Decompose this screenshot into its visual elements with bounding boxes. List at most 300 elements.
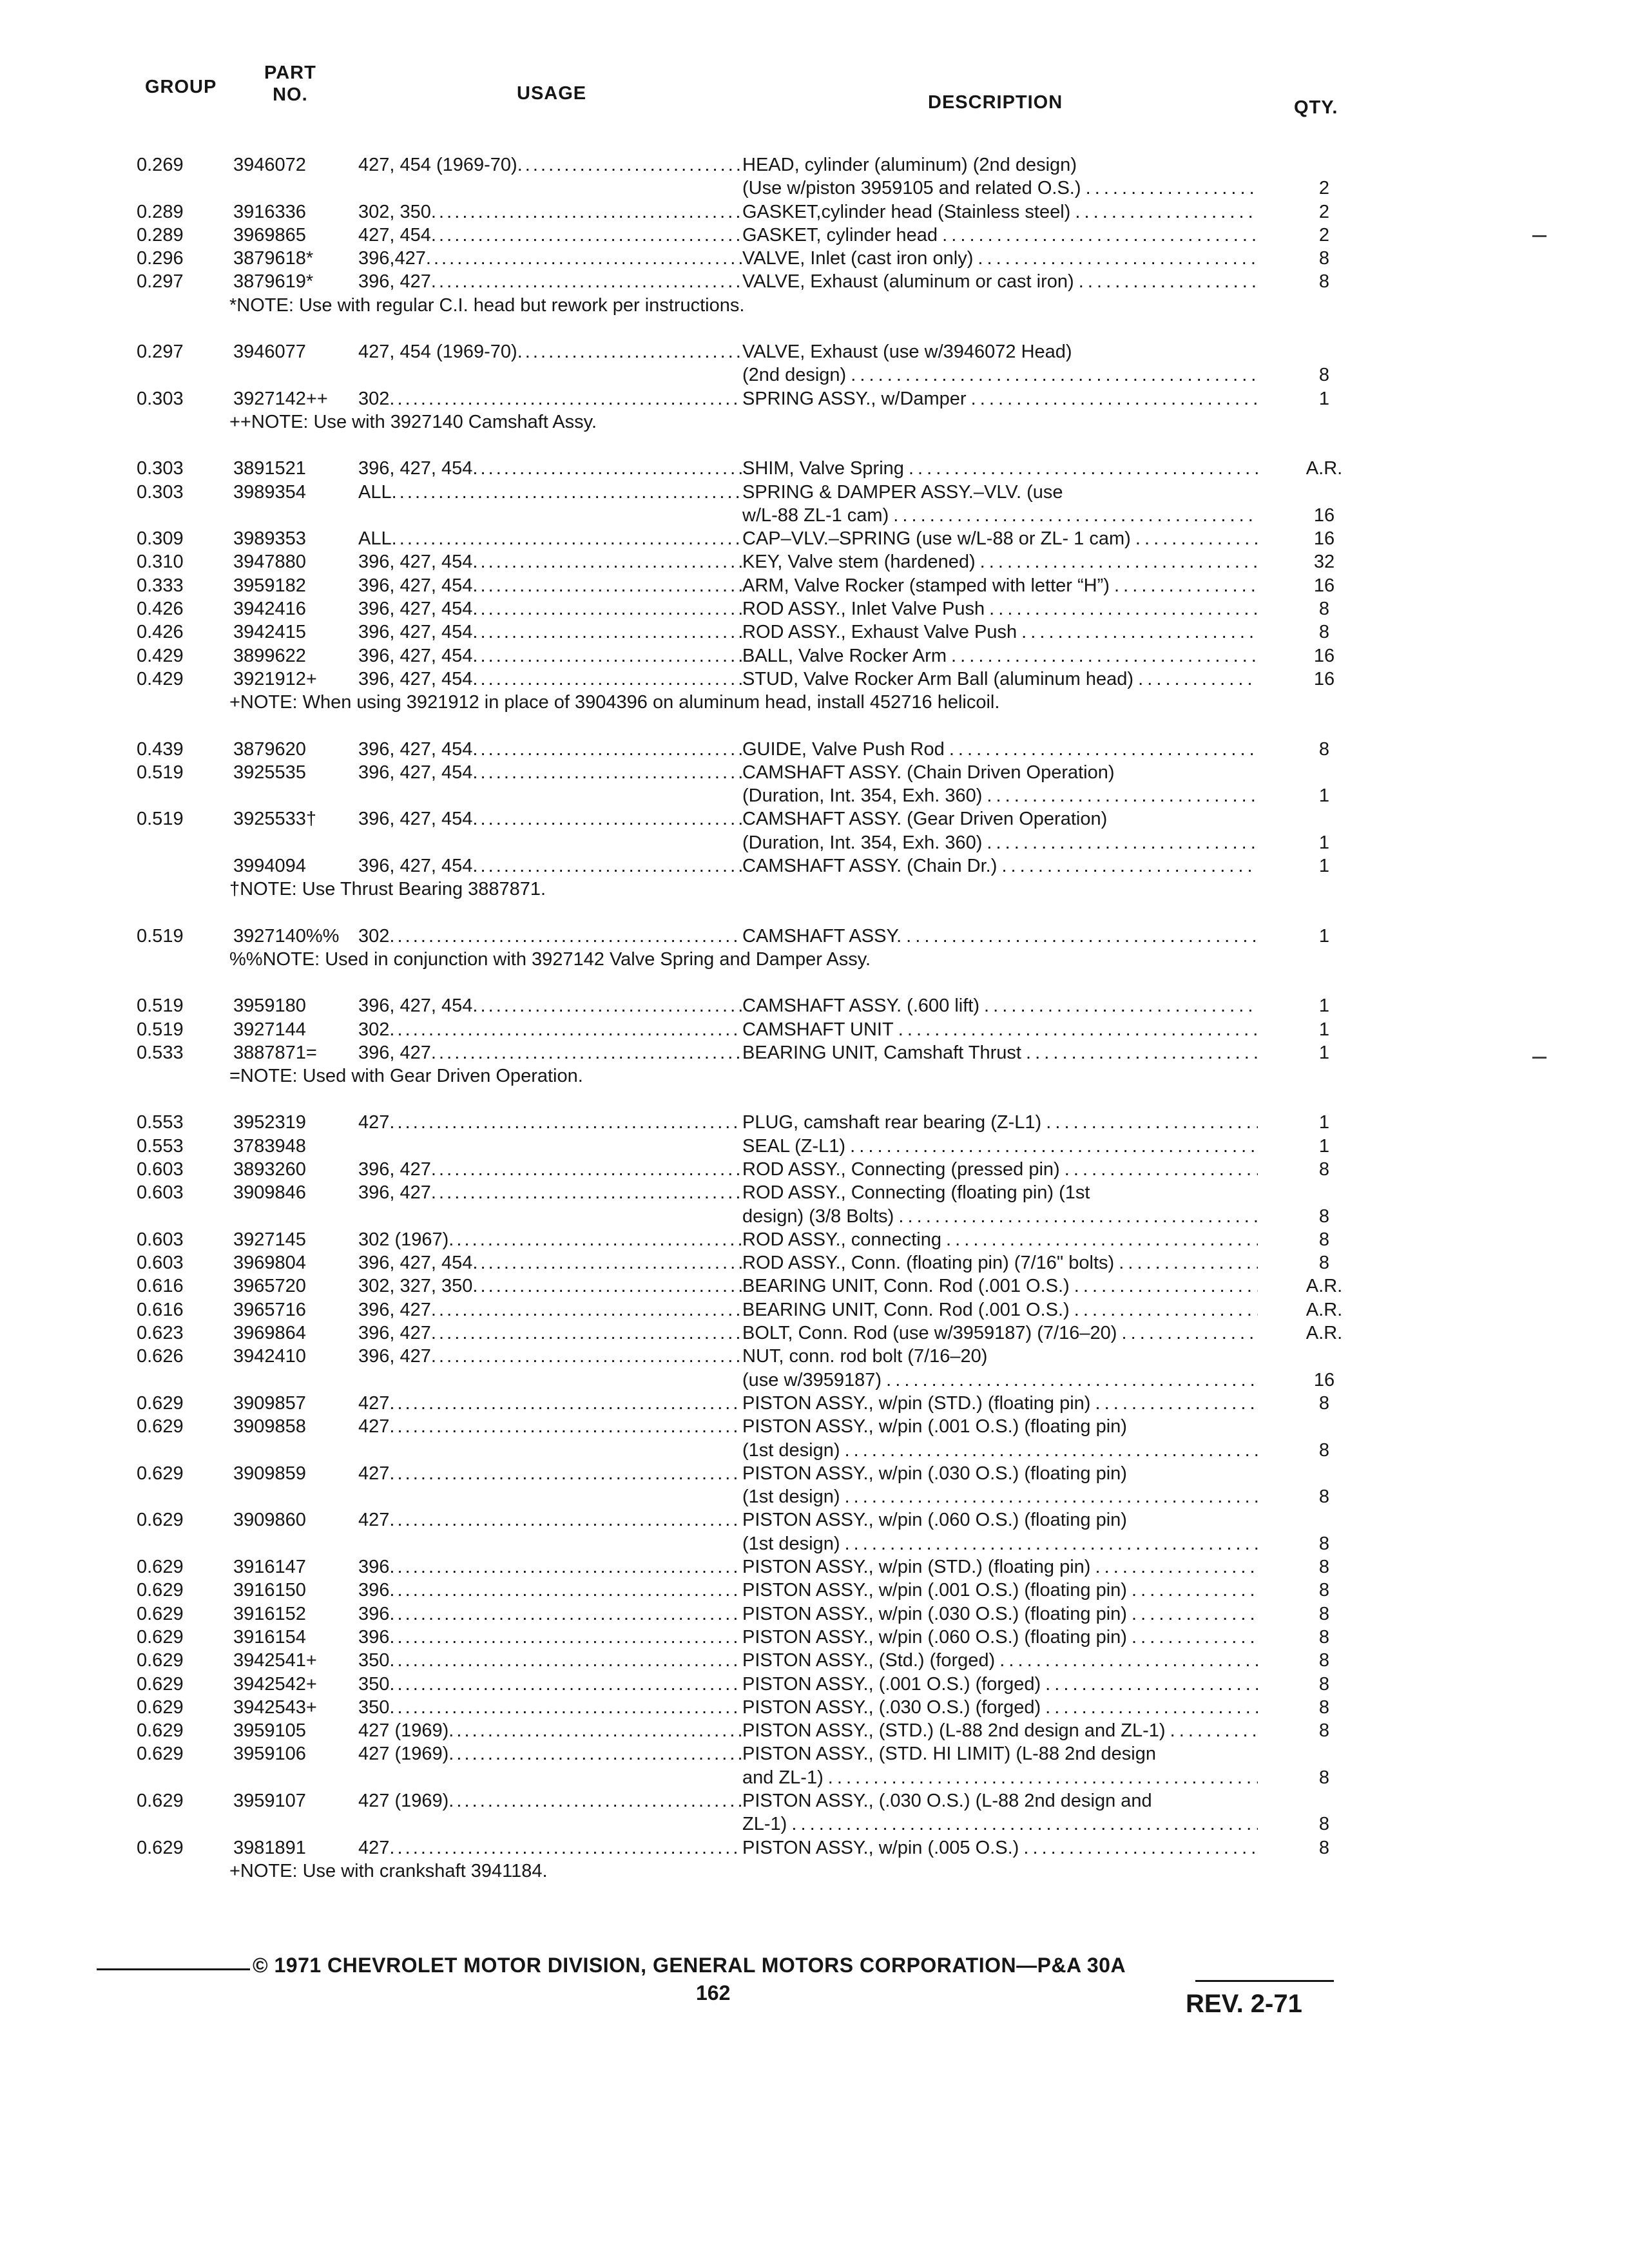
group-cell: 0.603 bbox=[137, 1229, 184, 1250]
quantity-cell: 2 bbox=[1318, 224, 1330, 245]
table-row bbox=[0, 340, 1629, 363]
margin-mark bbox=[1532, 235, 1547, 237]
quantity-cell: 32 bbox=[1313, 552, 1335, 573]
note-text: ++NOTE: Use with 3927140 Camshaft Assy. bbox=[229, 411, 597, 432]
group-cell: 0.603 bbox=[137, 1182, 184, 1204]
group-cell: 0.629 bbox=[137, 1463, 184, 1484]
group-cell: 0.629 bbox=[137, 1791, 184, 1811]
table-row bbox=[0, 1649, 1629, 1672]
part-number-cell: 3959182 bbox=[233, 575, 306, 596]
table-row bbox=[0, 597, 1629, 620]
group-cell: 0.629 bbox=[137, 1696, 184, 1718]
revision-label: REV. 2-71 bbox=[1186, 1990, 1302, 2018]
part-number-cell: 3959105 bbox=[233, 1720, 306, 1742]
group-cell: 0.519 bbox=[137, 809, 184, 830]
quantity-cell: 1 bbox=[1318, 856, 1330, 877]
table-row bbox=[0, 1181, 1629, 1204]
note-row bbox=[0, 1064, 1629, 1088]
description-cell: VALVE, Exhaust (aluminum or cast iron) . . . bbox=[742, 270, 1258, 293]
table-row bbox=[0, 1742, 1629, 1765]
part-number-cell: 3925533† bbox=[233, 809, 317, 830]
usage-cell: 396, 427 . . . bbox=[358, 270, 1009, 293]
usage-cell: 396, 427 . . . bbox=[358, 1298, 1009, 1321]
description-cell: CAP–VLV.–SPRING (use w/L-88 or ZL- 1 cam) . . . bbox=[742, 527, 1258, 550]
usage-cell: 396, 427 . . . bbox=[358, 1041, 1009, 1064]
usage-cell: 396, 427, 454 . . . bbox=[358, 738, 1009, 761]
description-cell: PISTON ASSY., w/pin (.030 O.S.) (floating pin) bbox=[742, 1462, 1258, 1485]
usage-cell: 396, 427, 454 . . . bbox=[358, 550, 1009, 573]
quantity-cell: 8 bbox=[1318, 1580, 1330, 1601]
table-row bbox=[0, 1485, 1629, 1508]
group-cell: 0.426 bbox=[137, 599, 184, 620]
usage-cell: 396, 427, 454 . . . bbox=[358, 620, 1009, 644]
parts-table bbox=[0, 153, 1629, 1883]
quantity-cell: 2 bbox=[1318, 178, 1330, 199]
group-cell: 0.629 bbox=[137, 1603, 184, 1624]
group-cell: 0.519 bbox=[137, 1019, 184, 1040]
table-row bbox=[0, 738, 1629, 761]
part-number-cell: 3909858 bbox=[233, 1416, 306, 1437]
group-cell: 0.553 bbox=[137, 1135, 184, 1157]
usage-cell: 427 . . . bbox=[358, 1111, 1009, 1134]
usage-cell: 427, 454 . . . bbox=[358, 224, 1009, 247]
part-number-cell: 3959107 bbox=[233, 1791, 306, 1811]
description-cell: PISTON ASSY., (.030 O.S.) (forged) . . . bbox=[742, 1696, 1258, 1719]
description-cell: STUD, Valve Rocker Arm Ball (aluminum head) . . . bbox=[742, 668, 1258, 691]
group-cell: 0.269 bbox=[137, 155, 184, 175]
table-row bbox=[0, 620, 1629, 644]
description-cell: (Duration, Int. 354, Exh. 360) . . . bbox=[742, 784, 1258, 807]
part-number-cell: 3925535 bbox=[233, 762, 306, 783]
quantity-cell: 8 bbox=[1318, 1814, 1330, 1835]
note-text: +NOTE: When using 3921912 in place of 3904396 on aluminum head, install 452716 helicoil. bbox=[229, 692, 1000, 713]
usage-cell: 350 . . . bbox=[358, 1696, 1009, 1719]
usage-cell: 396, 427, 454 . . . bbox=[358, 761, 1009, 784]
table-row bbox=[0, 270, 1629, 293]
group-cell: 0.439 bbox=[137, 738, 184, 760]
part-number-cell: 3959180 bbox=[233, 995, 306, 1017]
group-cell: 0.429 bbox=[137, 645, 184, 666]
group-cell: 0.309 bbox=[137, 528, 184, 550]
table-row bbox=[0, 1579, 1629, 1602]
group-cell: 0.626 bbox=[137, 1346, 184, 1367]
description-cell: SHIM, Valve Spring . . . bbox=[742, 457, 1258, 480]
part-number-cell: 3887871= bbox=[233, 1042, 317, 1063]
description-cell: KEY, Valve stem (hardened) . . . bbox=[742, 550, 1258, 573]
usage-cell: 427 . . . bbox=[358, 1415, 1009, 1438]
table-row bbox=[0, 247, 1629, 270]
usage-cell: 396 . . . bbox=[358, 1579, 1009, 1602]
description-cell: PISTON ASSY., w/pin (.005 O.S.) . . . bbox=[742, 1836, 1258, 1860]
description-cell: CAMSHAFT ASSY. (.600 lift) . . . bbox=[742, 994, 1258, 1017]
note-row bbox=[0, 1860, 1629, 1883]
part-number-cell: 3783948 bbox=[233, 1135, 306, 1157]
quantity-cell: 8 bbox=[1318, 248, 1330, 269]
note-row bbox=[0, 294, 1629, 317]
quantity-cell: 1 bbox=[1318, 1112, 1330, 1133]
usage-cell: 396, 427, 454 . . . bbox=[358, 457, 1009, 480]
usage-cell: 396, 427 . . . bbox=[358, 1345, 1009, 1368]
table-row bbox=[0, 1626, 1629, 1649]
part-number-cell: 3916154 bbox=[233, 1626, 306, 1648]
usage-cell: 302 . . . bbox=[358, 925, 1009, 948]
usage-cell: 427 (1969) . . . bbox=[358, 1742, 1009, 1765]
header-qty: QTY. bbox=[1294, 97, 1338, 118]
header-part-no: PART NO. bbox=[264, 62, 316, 105]
table-row bbox=[0, 1041, 1629, 1064]
quantity-cell: 8 bbox=[1318, 1253, 1330, 1274]
part-number-cell: 3989353 bbox=[233, 528, 306, 550]
table-row bbox=[0, 200, 1629, 224]
header-description: DESCRIPTION bbox=[928, 92, 1063, 113]
quantity-cell: 8 bbox=[1318, 599, 1330, 620]
table-row bbox=[0, 457, 1629, 480]
group-cell: 0.303 bbox=[137, 388, 184, 409]
description-cell: BALL, Valve Rocker Arm . . . bbox=[742, 644, 1258, 668]
part-number-cell: 3916150 bbox=[233, 1580, 306, 1601]
usage-cell: 396, 427, 454 . . . bbox=[358, 668, 1009, 691]
description-cell: BOLT, Conn. Rod (use w/3959187) (7/16–20) . . . bbox=[742, 1321, 1258, 1345]
group-cell: 0.629 bbox=[137, 1510, 184, 1531]
quantity-cell: 16 bbox=[1313, 528, 1335, 550]
group-cell: 0.519 bbox=[137, 762, 184, 783]
table-row bbox=[0, 1719, 1629, 1742]
part-number-cell: 3969804 bbox=[233, 1253, 306, 1274]
usage-cell: 396 . . . bbox=[358, 1602, 1009, 1626]
group-cell: 0.519 bbox=[137, 995, 184, 1017]
header-group: GROUP bbox=[145, 77, 217, 97]
part-number-cell: 3942541+ bbox=[233, 1650, 317, 1671]
description-cell: (1st design) . . . bbox=[742, 1485, 1258, 1508]
table-row bbox=[0, 527, 1629, 550]
quantity-cell: 1 bbox=[1318, 1019, 1330, 1040]
usage-cell: 427 . . . bbox=[358, 1508, 1009, 1532]
description-cell: PISTON ASSY., (STD.) (L-88 2nd design and ZL-1) . . . bbox=[742, 1719, 1258, 1742]
usage-cell: 302, 350 . . . bbox=[358, 200, 1009, 224]
part-number-cell: 3916336 bbox=[233, 201, 306, 222]
usage-cell: 396, 427 . . . bbox=[358, 1158, 1009, 1181]
quantity-cell: 8 bbox=[1318, 1533, 1330, 1554]
table-row bbox=[0, 854, 1629, 878]
table-row bbox=[0, 153, 1629, 177]
table-row bbox=[0, 224, 1629, 247]
description-cell: (1st design) . . . bbox=[742, 1532, 1258, 1555]
description-cell: w/L-88 ZL-1 cam) . . . bbox=[742, 504, 1258, 527]
part-number-cell: 3947880 bbox=[233, 552, 306, 573]
description-cell: CAMSHAFT ASSY. (Chain Driven Operation) bbox=[742, 761, 1258, 784]
group-cell: 0.616 bbox=[137, 1276, 184, 1297]
table-row bbox=[0, 1392, 1629, 1415]
group-cell: 0.629 bbox=[137, 1416, 184, 1437]
note-text: %%NOTE: Used in conjunction with 3927142 Valve Spring and Damper Assy. bbox=[229, 948, 871, 970]
description-cell: and ZL-1) . . . bbox=[742, 1766, 1258, 1789]
usage-cell: 396, 427, 454 . . . bbox=[358, 854, 1009, 878]
quantity-cell: 16 bbox=[1313, 505, 1335, 526]
table-row bbox=[0, 1415, 1629, 1438]
note-text: †NOTE: Use Thrust Bearing 3887871. bbox=[229, 879, 546, 900]
description-cell: ROD ASSY., Connecting (pressed pin) . . . bbox=[742, 1158, 1258, 1181]
table-row bbox=[0, 1462, 1629, 1485]
group-cell: 0.519 bbox=[137, 925, 184, 947]
group-cell: 0.533 bbox=[137, 1042, 184, 1063]
part-number-cell: 3942416 bbox=[233, 599, 306, 620]
description-cell: VALVE, Inlet (cast iron only) . . . bbox=[742, 247, 1258, 270]
usage-cell: 302 (1967) . . . bbox=[358, 1228, 1009, 1251]
part-number-cell: 3965716 bbox=[233, 1299, 306, 1320]
description-cell: design) (3/8 Bolts) . . . bbox=[742, 1205, 1258, 1228]
table-row bbox=[0, 387, 1629, 410]
quantity-cell: 8 bbox=[1318, 1439, 1330, 1461]
part-number-cell: 3909846 bbox=[233, 1182, 306, 1204]
part-number-cell: 3909857 bbox=[233, 1392, 306, 1414]
usage-cell: 427 . . . bbox=[358, 1462, 1009, 1485]
quantity-cell: 8 bbox=[1318, 1392, 1330, 1414]
table-row bbox=[0, 574, 1629, 597]
usage-cell: ALL . . . bbox=[358, 527, 1009, 550]
note-row bbox=[0, 410, 1629, 434]
quantity-cell: 8 bbox=[1318, 1557, 1330, 1578]
note-row bbox=[0, 691, 1629, 714]
description-cell: PISTON ASSY., w/pin (.060 O.S.) (floating pin) bbox=[742, 1508, 1258, 1532]
part-number-cell: 3927145 bbox=[233, 1229, 306, 1250]
quantity-cell: A.R. bbox=[1306, 1323, 1343, 1344]
description-cell: ROD ASSY., Inlet Valve Push . . . bbox=[742, 597, 1258, 620]
table-row bbox=[0, 1836, 1629, 1860]
quantity-cell: 1 bbox=[1318, 995, 1330, 1017]
group-cell: 0.310 bbox=[137, 552, 184, 573]
usage-cell: 396, 427, 454 . . . bbox=[358, 574, 1009, 597]
description-cell: (1st design) . . . bbox=[742, 1439, 1258, 1462]
table-row bbox=[0, 831, 1629, 854]
note-row bbox=[0, 878, 1629, 901]
description-cell: SEAL (Z-L1) . . . bbox=[742, 1135, 1258, 1158]
description-cell: ROD ASSY., Conn. (floating pin) (7/16" bolts) . . . bbox=[742, 1251, 1258, 1274]
description-cell: CAMSHAFT ASSY. (Chain Dr.) . . . bbox=[742, 854, 1258, 878]
quantity-cell: 8 bbox=[1318, 1603, 1330, 1624]
table-row bbox=[0, 1111, 1629, 1134]
part-number-cell: 3981891 bbox=[233, 1837, 306, 1858]
group-cell: 0.623 bbox=[137, 1323, 184, 1344]
part-number-cell: 3916147 bbox=[233, 1557, 306, 1578]
quantity-cell: 8 bbox=[1318, 1720, 1330, 1742]
part-number-cell: 3946072 bbox=[233, 155, 306, 175]
part-number-cell: 3989354 bbox=[233, 481, 306, 503]
quantity-cell: 1 bbox=[1318, 1042, 1330, 1063]
table-row bbox=[0, 1274, 1629, 1298]
usage-cell: 302, 327, 350 . . . bbox=[358, 1274, 1009, 1298]
description-cell: GASKET,cylinder head (Stainless steel) . . . bbox=[742, 200, 1258, 224]
usage-cell: 302 . . . bbox=[358, 387, 1009, 410]
usage-cell: 302 . . . bbox=[358, 1018, 1009, 1041]
table-row bbox=[0, 1158, 1629, 1181]
group-cell: 0.629 bbox=[137, 1557, 184, 1578]
description-cell: PISTON ASSY., (.001 O.S.) (forged) . . . bbox=[742, 1673, 1258, 1696]
part-number-cell: 3921912+ bbox=[233, 668, 317, 689]
group-cell: 0.603 bbox=[137, 1158, 184, 1180]
part-number-cell: 3969865 bbox=[233, 224, 306, 245]
part-number-cell: 3927140%% bbox=[233, 925, 340, 947]
quantity-cell: A.R. bbox=[1306, 1276, 1343, 1297]
quantity-cell: 8 bbox=[1318, 1767, 1330, 1788]
part-number-cell: 3879620 bbox=[233, 738, 306, 760]
description-cell: ROD ASSY., Exhaust Valve Push . . . bbox=[742, 620, 1258, 644]
description-cell: (Duration, Int. 354, Exh. 360) . . . bbox=[742, 831, 1258, 854]
group-cell: 0.616 bbox=[137, 1299, 184, 1320]
quantity-cell: 16 bbox=[1313, 645, 1335, 666]
group-cell: 0.303 bbox=[137, 458, 184, 479]
usage-cell: 396 . . . bbox=[358, 1626, 1009, 1649]
group-cell: 0.629 bbox=[137, 1720, 184, 1742]
usage-cell: 396, 427, 454 . . . bbox=[358, 994, 1009, 1017]
description-cell: CAMSHAFT ASSY. . . . bbox=[742, 925, 1258, 948]
part-number-cell: 3909859 bbox=[233, 1463, 306, 1484]
table-row bbox=[0, 1135, 1629, 1158]
description-cell: PISTON ASSY., w/pin (.001 O.S.) (floating pin) . . . bbox=[742, 1579, 1258, 1602]
usage-cell: 396, 427, 454 . . . bbox=[358, 807, 1009, 831]
part-number-cell: 3909860 bbox=[233, 1510, 306, 1531]
group-cell: 0.296 bbox=[137, 248, 184, 269]
usage-cell: 350 . . . bbox=[358, 1673, 1009, 1696]
group-cell: 0.629 bbox=[137, 1392, 184, 1414]
table-row bbox=[0, 1508, 1629, 1532]
quantity-cell: 8 bbox=[1318, 1837, 1330, 1858]
note-text: =NOTE: Used with Gear Driven Operation. bbox=[229, 1066, 583, 1087]
usage-cell: 396,427 . . . bbox=[358, 247, 1009, 270]
group-cell: 0.629 bbox=[137, 1837, 184, 1858]
table-row bbox=[0, 1602, 1629, 1626]
table-row bbox=[0, 1321, 1629, 1345]
description-cell: (2nd design) . . . bbox=[742, 363, 1258, 387]
part-number-cell: 3946077 bbox=[233, 341, 306, 363]
group-cell: 0.429 bbox=[137, 668, 184, 689]
description-cell: ROD ASSY., Connecting (floating pin) (1st bbox=[742, 1181, 1258, 1204]
part-number-cell: 3879618* bbox=[233, 248, 314, 269]
page-number: 162 bbox=[696, 1981, 731, 2004]
quantity-cell: 8 bbox=[1318, 1696, 1330, 1718]
usage-cell: 427 . . . bbox=[358, 1392, 1009, 1415]
table-row bbox=[0, 363, 1629, 387]
description-cell: VALVE, Exhaust (use w/3946072 Head) bbox=[742, 340, 1258, 363]
description-cell: SPRING & DAMPER ASSY.–VLV. (use bbox=[742, 481, 1258, 504]
part-number-cell: 3927144 bbox=[233, 1019, 306, 1040]
description-cell: PISTON ASSY., w/pin (.060 O.S.) (floating pin) . . . bbox=[742, 1626, 1258, 1649]
quantity-cell: 8 bbox=[1318, 1229, 1330, 1250]
part-number-cell: 3942415 bbox=[233, 622, 306, 643]
quantity-cell: 1 bbox=[1318, 785, 1330, 807]
table-row bbox=[0, 761, 1629, 784]
part-number-cell: 3942542+ bbox=[233, 1673, 317, 1695]
header-usage: USAGE bbox=[517, 83, 587, 104]
part-number-cell: 3969864 bbox=[233, 1323, 306, 1344]
description-cell: ROD ASSY., connecting . . . bbox=[742, 1228, 1258, 1251]
table-row bbox=[0, 1018, 1629, 1041]
quantity-cell: 8 bbox=[1318, 1486, 1330, 1508]
part-number-cell: 3879619* bbox=[233, 271, 314, 293]
quantity-cell: 16 bbox=[1313, 575, 1335, 596]
part-number-cell: 3927142++ bbox=[233, 388, 328, 409]
table-row bbox=[0, 504, 1629, 527]
table-row bbox=[0, 177, 1629, 200]
part-number-cell: 3965720 bbox=[233, 1276, 306, 1297]
quantity-cell: 8 bbox=[1318, 1206, 1330, 1227]
group-cell: 0.629 bbox=[137, 1580, 184, 1601]
quantity-cell: 2 bbox=[1318, 201, 1330, 222]
description-cell: PISTON ASSY., w/pin (STD.) (floating pin) . . . bbox=[742, 1555, 1258, 1579]
footer-rule-left bbox=[97, 1968, 250, 1970]
group-cell: 0.426 bbox=[137, 622, 184, 643]
table-row bbox=[0, 1205, 1629, 1228]
description-cell: PISTON ASSY., (.030 O.S.) (L-88 2nd design and bbox=[742, 1789, 1258, 1812]
group-cell: 0.553 bbox=[137, 1112, 184, 1133]
table-row bbox=[0, 1251, 1629, 1274]
table-row bbox=[0, 644, 1629, 668]
table-row bbox=[0, 550, 1629, 573]
quantity-cell: 16 bbox=[1313, 1369, 1335, 1390]
description-cell: PISTON ASSY., (STD. HI LIMIT) (L-88 2nd design bbox=[742, 1742, 1258, 1765]
part-number-cell: 3891521 bbox=[233, 458, 306, 479]
description-cell: BEARING UNIT, Conn. Rod (.001 O.S.) . . . bbox=[742, 1298, 1258, 1321]
usage-cell: 427 (1969) . . . bbox=[358, 1719, 1009, 1742]
description-cell: HEAD, cylinder (aluminum) (2nd design) bbox=[742, 153, 1258, 177]
usage-cell: 396, 427 . . . bbox=[358, 1181, 1009, 1204]
usage-cell: 396, 427, 454 . . . bbox=[358, 644, 1009, 668]
quantity-cell: 8 bbox=[1318, 365, 1330, 386]
description-cell: PISTON ASSY., w/pin (.030 O.S.) (floating pin) . . . bbox=[742, 1602, 1258, 1626]
usage-cell: 350 . . . bbox=[358, 1649, 1009, 1672]
description-cell: CAMSHAFT ASSY. (Gear Driven Operation) bbox=[742, 807, 1258, 831]
table-row bbox=[0, 1696, 1629, 1719]
quantity-cell: 8 bbox=[1318, 622, 1330, 643]
note-row bbox=[0, 948, 1629, 971]
table-row bbox=[0, 807, 1629, 831]
description-cell: SPRING ASSY., w/Damper . . . bbox=[742, 387, 1258, 410]
part-number-cell: 3916152 bbox=[233, 1603, 306, 1624]
description-cell: PLUG, camshaft rear bearing (Z-L1) . . . bbox=[742, 1111, 1258, 1134]
usage-cell: 396, 427, 454 . . . bbox=[358, 597, 1009, 620]
description-cell: BEARING UNIT, Camshaft Thrust . . . bbox=[742, 1041, 1258, 1064]
quantity-cell: 1 bbox=[1318, 1135, 1330, 1157]
usage-cell: 396, 427 . . . bbox=[358, 1321, 1009, 1345]
margin-mark bbox=[1532, 1057, 1547, 1059]
part-number-cell: 3893260 bbox=[233, 1158, 306, 1180]
note-text: *NOTE: Use with regular C.I. head but rework per instructions. bbox=[229, 294, 745, 316]
quantity-cell: 8 bbox=[1318, 1626, 1330, 1648]
quantity-cell: 1 bbox=[1318, 832, 1330, 853]
table-row bbox=[0, 481, 1629, 504]
footer-rule-right bbox=[1195, 1980, 1334, 1982]
description-cell: ARM, Valve Rocker (stamped with letter “H”) . . . bbox=[742, 574, 1258, 597]
table-row bbox=[0, 1812, 1629, 1836]
description-cell: CAMSHAFT UNIT . . . bbox=[742, 1018, 1258, 1041]
quantity-cell: A.R. bbox=[1306, 458, 1343, 479]
quantity-cell: 16 bbox=[1313, 668, 1335, 689]
quantity-cell: A.R. bbox=[1306, 1299, 1343, 1320]
usage-cell: 427, 454 (1969-70) . . . bbox=[358, 153, 1009, 177]
usage-cell: 427, 454 (1969-70) . . . bbox=[358, 340, 1009, 363]
quantity-cell: 8 bbox=[1318, 1650, 1330, 1671]
quantity-cell: 8 bbox=[1318, 1158, 1330, 1180]
table-row bbox=[0, 784, 1629, 807]
table-row bbox=[0, 1532, 1629, 1555]
group-cell: 0.603 bbox=[137, 1253, 184, 1274]
part-number-cell: 3942410 bbox=[233, 1346, 306, 1367]
group-cell: 0.289 bbox=[137, 224, 184, 245]
description-cell: ZL-1) . . . bbox=[742, 1812, 1258, 1836]
part-number-cell: 3942543+ bbox=[233, 1696, 317, 1718]
description-cell: NUT, conn. rod bolt (7/16–20) bbox=[742, 1345, 1258, 1368]
description-cell: (use w/3959187) . . . bbox=[742, 1369, 1258, 1392]
part-number-cell: 3994094 bbox=[233, 856, 306, 877]
